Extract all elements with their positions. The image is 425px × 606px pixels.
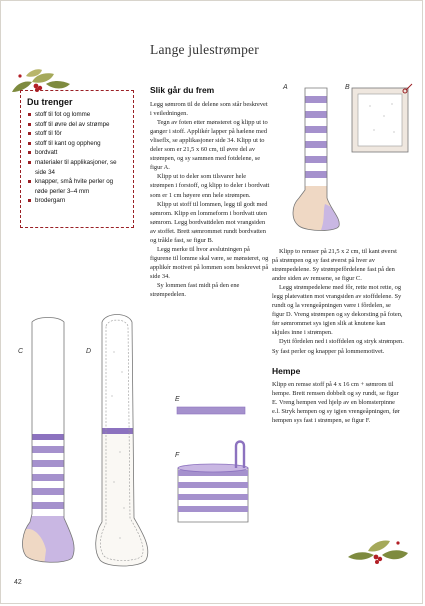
figure-f-loop (174, 438, 252, 528)
materials-heading: Du trenger (27, 97, 73, 107)
list-item: knapper, små hvite perler og røde perler 3–4 mm (35, 177, 127, 196)
list-item: stoff til kant og oppheng (35, 139, 127, 149)
figure-label-e: E (175, 396, 180, 403)
list-item: bordvatt (35, 148, 127, 158)
page-number: 42 (14, 579, 22, 586)
paragraph: Klipp en remse stoff på 4 x 16 cm + sømrom til hempe. Brett remsen dobbelt og sy rundt, se figur E. Vreng hempen ved hjelp av en blomsterpinne e.l. Stryk hempen og sy igjen vrengeåpningen, før hempen sys fast i strømpen, se figur F. (272, 380, 400, 424)
figure-b-pocket (350, 86, 412, 156)
instructions-column-1 (150, 86, 270, 299)
paragraph: Legg merke til hvor avslutningen på figurene til lomme skal være, se mønsteret, og applikér motivet på lommen som beskrevet på side 34. (150, 245, 269, 280)
page-title: Lange julestrømper (150, 42, 259, 57)
paragraph: Klipp ut stoff til lommen, legg til godt med sømrom. Klipp en lommeform i bordvatt uten sømrom. Legg bordvattdelen mot vrangsiden av stoffet. Brett sømrommet rundt bordvatten og tråkle fast, se figur B. (150, 200, 268, 244)
instructions-column-2 (272, 247, 404, 425)
holly-decoration-bottom (346, 535, 412, 571)
paragraph: Klipp ut to deler som tilsvarer hele strømpen i forstoff, og klipp to deler i bordvatt som er 1 cm høyere enn hele strømpen. (150, 173, 270, 199)
paragraph: Legg strømpedelene med fôr, rette mot rette, og legg platevatten mot vrangsiden av stoffdelene. Sy rundt og la vrengeåpningen være i fôrdelen, se figur D. Vreng strømpen og sy dekorsting på foten, før sømrommet sys igjen slik at knutene kan skjules inne i strømpen. (272, 284, 403, 337)
figure-e-strip (176, 404, 248, 418)
figure-label-d: D (86, 348, 92, 355)
paragraph: Klipp to remser på 21,5 x 2 cm, til kant øverst på strømpen og sy fast øverst på hver av strømpedelene. Sy strømpefôrdelene fast på den andre siden av remsene, se figur C. (272, 248, 397, 283)
figure-label-c: C (18, 348, 24, 355)
instructions-heading: Slik går du frem (150, 85, 215, 95)
paragraph: Dytt fôrdelen ned i stoffdelen og stryk strømpen. Sy fast perler og knapper på lommemotivet. (272, 338, 404, 355)
list-item: brodergarn (35, 196, 127, 206)
list-item: stoff til fot og lomme (35, 110, 127, 120)
paragraph: Tegn av foten etter mønsteret og klipp ut to ganger i stoff. Applikér lapper på hælene med vliseflx, se applikasjoner side 34. Klipp ut to deler som er 21,5 x 60 cm, til øvre del av strømpen, og sy sammen med fotdelene, se figur A. (150, 119, 268, 172)
materials-list (27, 110, 127, 206)
figure-c-stocking (18, 318, 80, 566)
figure-a-stocking (285, 86, 345, 234)
figure-label-b: B (345, 84, 350, 91)
materials-box (20, 90, 134, 228)
paragraph: Legg sømrom til de delene som står beskrevet i veiledningen. (150, 101, 268, 118)
list-item: stoff til øvre del av strømpe (35, 120, 127, 130)
list-item: stoff til fôr (35, 129, 127, 139)
paragraph: Sy lommen fast midt på den ene strømpedelen. (150, 281, 240, 299)
figure-label-f: F (175, 452, 180, 459)
figure-d-stocking (90, 312, 152, 570)
list-item: materialer til applikasjoner, se side 34 (35, 158, 127, 177)
hempe-heading: Hempe (272, 365, 301, 376)
figure-label-a: A (283, 84, 288, 91)
